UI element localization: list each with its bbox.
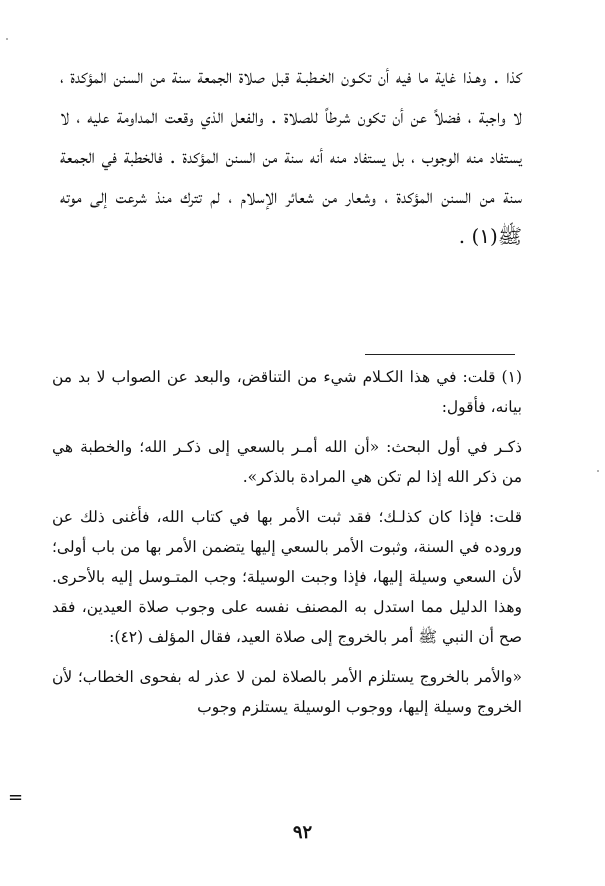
footnote-separator — [365, 354, 515, 355]
page-number: ٩٢ — [292, 822, 313, 843]
footnote-paragraph-3: قلت: فإذا كان كذلـك؛ فقد ثبت الأمر بها في كتاب الله، فأغنى ذلك عن وروده في السنة، وثبوت الأمر بالسعي إليها يتضمن الأمر بها من باب أولى؛ لأن السعي وسيلة إليها، فإذا وجبت الوسيلة؛ وجب المتـوسل إليه بالأحرى. وهذا الدليل مما استدل به المصنف نفسه على وجوب صلاة العيدين، فقد صح أن النبي ﷺ أمر بالخروج إلى صلاة العيد، فقال المؤلف (٤٢): — [52, 508, 522, 646]
footnote-paragraph-1: (١) قلت: في هذا الكـلام شيء من التناقض، والبعد عن الصواب لا بد من بيانه، فأقول: — [52, 368, 522, 416]
footnote-paragraph-2: ذكـر في أول البحث: «أن الله أمـر بالسعي إلى ذكـر الله؛ والخطبة هي من ذكر الله إذا لم تكن هي المرادة بالذكر». — [52, 438, 522, 486]
continuation-mark: = — [8, 787, 24, 808]
scan-speck — [6, 38, 8, 40]
scan-speck — [597, 470, 599, 472]
footnotes — [52, 362, 522, 722]
footnote-paragraph-4: «والأمر بالخروج يستلزم الأمر بالصلاة لمن لا عذر له بفحوى الخطاب؛ لأن الخروج وسيلة إليها، ووجوب الوسيلة يستلزم وجوب — [52, 668, 522, 716]
main-text — [60, 56, 522, 256]
main-paragraph: كذا . وهـذا غاية ما فيه أن تكـون الخـطبـة قبل صلاة الجمعة سنة من السنن المؤكدة ، لا واجبة ، فضلاً عن أن تكون شرطاً للصلاة . والفعل الذي وقعت المداومة عليه ، لا يستفاد منه الوجوب ، بل يستفاد منه أنه سنة من السنن المؤكدة . فالخطبة في الجمعة سنة من السنن المؤكدة ، وشعار من شعائر الإسلام ، لم تترك منذ شرعت إلى موته ﷺ(١) . — [60, 64, 522, 248]
